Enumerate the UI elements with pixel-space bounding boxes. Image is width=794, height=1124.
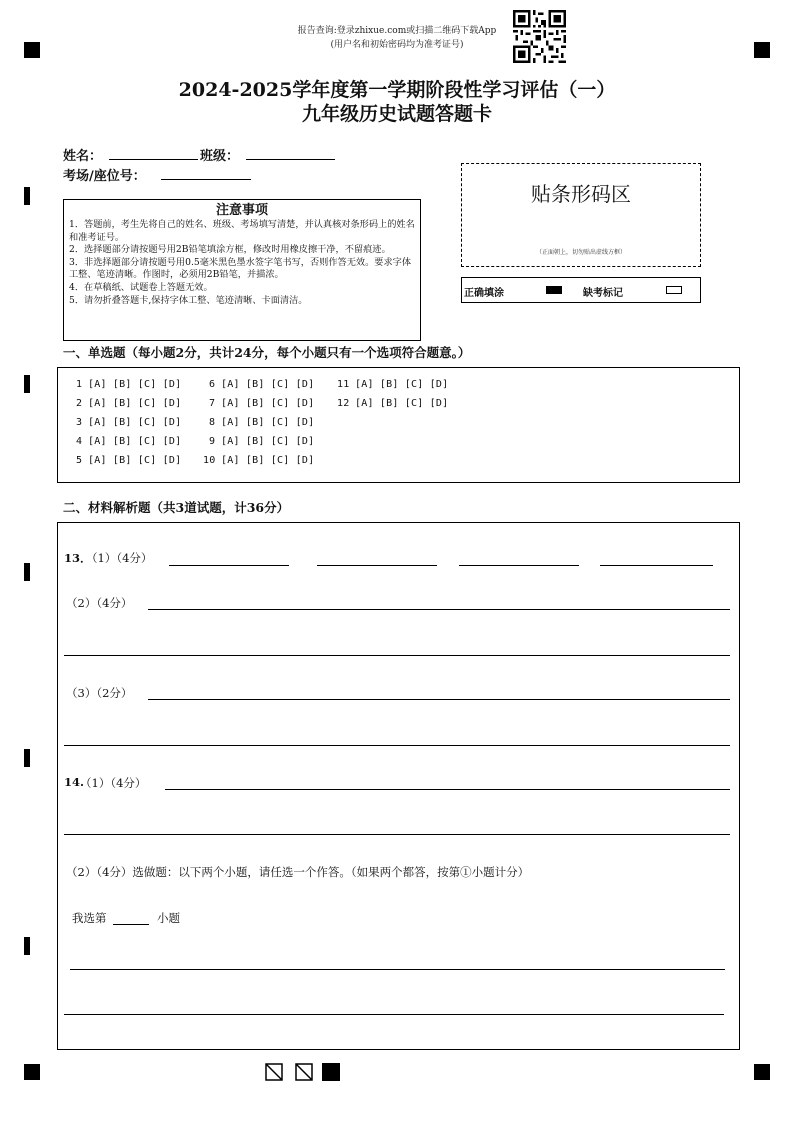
barcode-title: 贴条形码区 (531, 182, 631, 206)
mcq-number: 7 (209, 398, 216, 409)
mcq-number: 8 (209, 417, 216, 428)
mcq-options[interactable]: [A] [B] [C] [D] (88, 417, 182, 428)
q13-part1-line[interactable] (459, 565, 579, 566)
side-mark (24, 563, 30, 581)
mcq-options[interactable]: [A] [B] [C] [D] (221, 417, 315, 428)
mcq-options[interactable]: [A] [B] [C] [D] (221, 455, 315, 466)
q13-part1-line[interactable] (169, 565, 289, 566)
mcq-number: 6 (209, 379, 216, 390)
notice-title: 注意事项 (215, 203, 268, 218)
q13-part1-line[interactable] (600, 565, 713, 566)
q14-part1-label: （1）（4分） (80, 776, 147, 790)
report-query-note (0, 24, 794, 52)
choose-suffix: 小题 (157, 911, 180, 925)
class-label: 班级： (200, 149, 240, 164)
q14-number: 14. (64, 775, 85, 789)
mcq-number: 2 (76, 398, 83, 409)
section2-heading: 二、材料解析题（共3道试题，计36分） (63, 500, 290, 515)
mcq-number: 12 (337, 398, 350, 409)
mcq-number: 4 (76, 436, 83, 447)
side-mark (24, 187, 30, 205)
answer-box (57, 522, 740, 1050)
class-field[interactable] (246, 159, 335, 160)
notice-item: 3．非选择题部分请按题号用0.5毫米黑色墨水签字笔书写，否则作答无效。要求字体工整、笔迹清晰。作图时，必须用2B铅笔，并描浓。 (69, 256, 412, 281)
q13-part3-line[interactable] (148, 699, 730, 700)
correct-fill-label: 正确填涂 (464, 288, 504, 299)
mcq-number: 1 (76, 379, 83, 390)
barcode-area[interactable] (461, 163, 701, 267)
absent-mark-label: 缺考标记 (583, 288, 623, 299)
q14-part2-line[interactable] (64, 1014, 724, 1015)
side-mark (24, 375, 30, 393)
mcq-options[interactable]: [A] [B] [C] [D] (88, 436, 182, 447)
mcq-number: 9 (209, 436, 216, 447)
mcq-number: 10 (203, 455, 216, 466)
name-label: 姓名： (63, 149, 103, 164)
mcq-options[interactable]: [A] [B] [C] [D] (221, 436, 315, 447)
notice-item: 5．请勿折叠答题卡,保持字体工整、笔迹清晰、卡面清洁。 (69, 294, 308, 306)
q13-part2-line[interactable] (64, 655, 730, 656)
fill-legend (461, 277, 701, 303)
notice-item: 4．在草稿纸、试题卷上答题无效。 (69, 281, 213, 293)
seat-label: 考场/座位号： (63, 169, 146, 184)
q14-part1-line[interactable] (165, 789, 730, 790)
mcq-options[interactable]: [A] [B] [C] [D] (221, 398, 315, 409)
notice-item: 2．选择题部分请按题号用2B铅笔填涂方框，修改时用橡皮擦干净，不留痕迹。 (69, 244, 391, 256)
mcq-number: 3 (76, 417, 83, 428)
mcq-options[interactable]: [A] [B] [C] [D] (221, 379, 315, 390)
correct-fill-sample-icon (546, 286, 562, 294)
choose-number-field[interactable] (113, 924, 149, 925)
q14-part1-line[interactable] (64, 834, 730, 835)
footer-hatched-box-icon (295, 1063, 313, 1081)
q14-part2-line[interactable] (70, 969, 725, 970)
choose-prefix: 我选第 (72, 911, 107, 925)
exam-title: 2024-2025学年度第一学期阶段性学习评估（一） (178, 79, 616, 101)
q13-part3-line[interactable] (64, 745, 730, 746)
exam-subtitle: 九年级历史试题答题卡 (301, 103, 492, 125)
side-mark (24, 937, 30, 955)
corner-mark-bottom-right (754, 1064, 770, 1080)
mcq-options[interactable]: [A] [B] [C] [D] (88, 379, 182, 390)
footer-filled-box-icon (322, 1063, 340, 1081)
mcq-box (57, 367, 740, 483)
mcq-options[interactable]: [A] [B] [C] [D] (88, 455, 182, 466)
q13-part3-label: （3）（2分） (66, 686, 133, 700)
side-mark (24, 749, 30, 767)
q13-part1-label: （1）（4分） (86, 551, 153, 565)
notice-body (64, 219, 420, 307)
q13-part2-label: （2）（4分） (66, 596, 133, 610)
mcq-options[interactable]: [A] [B] [C] [D] (355, 398, 449, 409)
report-query-line2: (用户名和初始密码均为准考证号) (330, 40, 464, 50)
corner-mark-bottom-left (24, 1064, 40, 1080)
footer-hatched-box-icon (265, 1063, 283, 1081)
qr-code-icon (513, 10, 566, 63)
report-query-line1: 报告查询:登录zhixue.com或扫描二维码下载App (297, 26, 497, 36)
seat-field[interactable] (161, 179, 251, 180)
name-field[interactable] (109, 159, 198, 160)
notice-box (63, 199, 421, 341)
mcq-options[interactable]: [A] [B] [C] [D] (88, 398, 182, 409)
absent-mark-box[interactable] (666, 286, 682, 294)
q13-number: 13． (64, 551, 92, 565)
barcode-note: （正面朝上，切勿贴出虚线方框） (535, 249, 626, 256)
mcq-options[interactable]: [A] [B] [C] [D] (355, 379, 449, 390)
q14-part2-label: （2）（4分）选做题：以下两个小题，请任选一个作答。（如果两个都答，按第①小题计分） (66, 865, 530, 879)
q13-part2-line[interactable] (148, 609, 730, 610)
notice-item: 1．答题前，考生先将自己的姓名、班级、考场填写清楚，并认真核对条形码上的姓名和准考证号。 (69, 219, 415, 243)
q13-part1-line[interactable] (317, 565, 437, 566)
section1-heading: 一、单选题（每小题2分，共计24分，每个小题只有一个选项符合题意。） (63, 345, 471, 360)
mcq-number: 11 (337, 379, 350, 390)
mcq-number: 5 (76, 455, 83, 466)
